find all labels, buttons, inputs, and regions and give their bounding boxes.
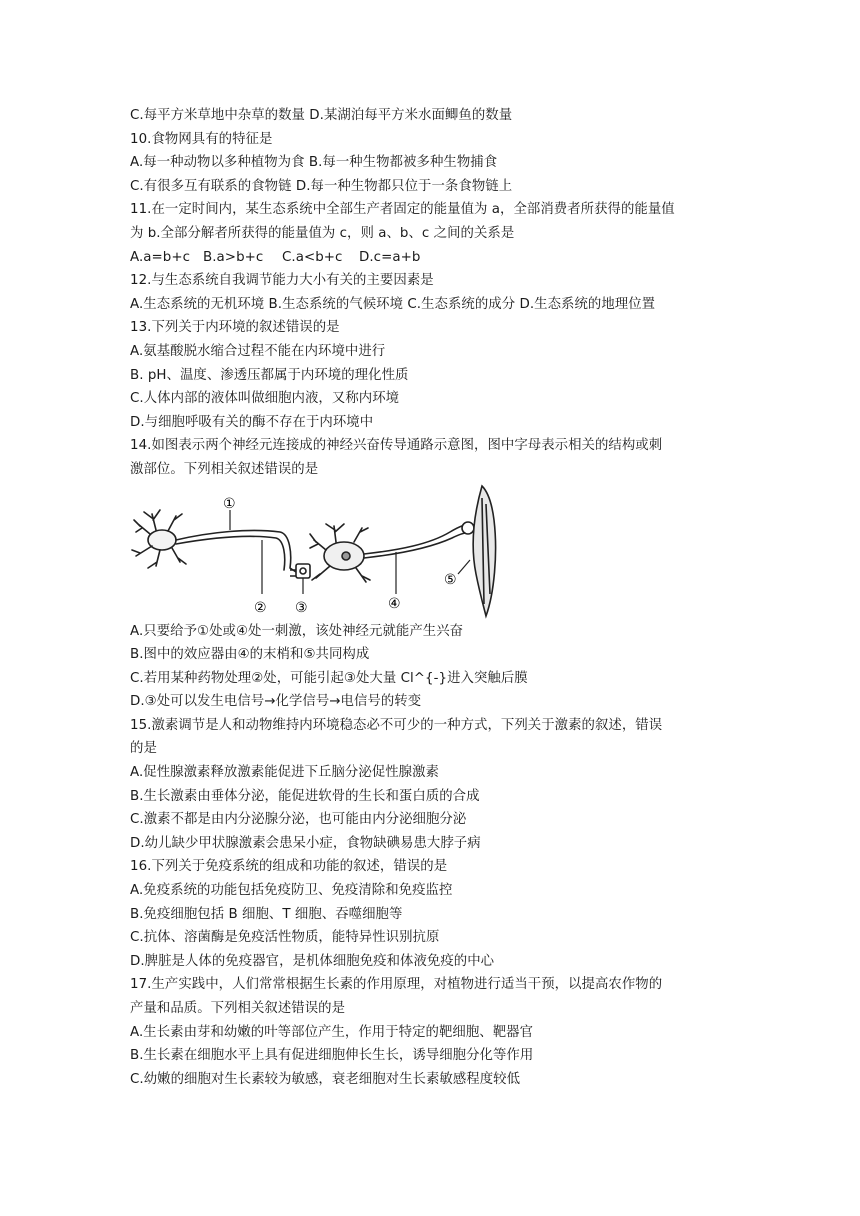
neuron-diagram-svg xyxy=(130,484,500,620)
text-line: D.幼儿缺少甲状腺激素会患呆小症，食物缺碘易患大脖子病 xyxy=(130,835,481,851)
text-line: A.促性腺激素释放激素能促进下丘脑分泌促性腺激素 xyxy=(130,765,439,781)
text-line: 为 b.全部分解者所获得的能量值为 c，则 a、b、c 之间的关系是 xyxy=(130,225,515,241)
question-15-stem: 15.激素调节是人和动物维持内环境稳态必不可少的一种方式，下列关于激素的叙述，错误 xyxy=(130,717,663,733)
question-14-stem: 14.如图表示两个神经元连接成的神经兴奋传导通路示意图，图中字母表示相关的结构或刺 xyxy=(130,438,663,454)
text-line: A.生长素由芽和幼嫩的叶等部位产生，作用于特定的靶细胞、靶器官 xyxy=(130,1024,534,1040)
text-line: A.氨基酸脱水缩合过程不能在内环境中进行 xyxy=(130,343,386,359)
text-line: C.有很多互有联系的食物链 D.每一种生物都只位于一条食物链上 xyxy=(130,178,513,194)
text-line: D.③处可以发生电信号→化学信号→电信号的转变 xyxy=(130,694,422,710)
question-16-stem: 16.下列关于免疫系统的组成和功能的叙述，错误的是 xyxy=(130,859,448,875)
label-5: ⑤ xyxy=(444,571,457,588)
label-1: ① xyxy=(223,495,236,512)
option-d: D.c=a+b xyxy=(359,249,421,265)
text-line: C.激素不都是由内分泌腺分泌，也可能由内分泌细胞分泌 xyxy=(130,812,467,828)
text-line: C.每平方米草地中杂草的数量 D.某湖泊每平方米水面鲫鱼的数量 xyxy=(130,108,513,123)
text-line: B.生长激素由垂体分泌，能促进软骨的生长和蛋白质的合成 xyxy=(130,788,480,804)
text-line: B.生长素在细胞水平上具有促进细胞伸长生长，诱导细胞分化等作用 xyxy=(130,1048,534,1064)
text-line: C.幼嫩的细胞对生长素较为敏感，衰老细胞对生长素敏感程度较低 xyxy=(130,1071,521,1087)
text-line: 产量和品质。下列相关叙述错误的是 xyxy=(130,1001,346,1016)
text-line: C.人体内部的液体叫做细胞内液，又称内环境 xyxy=(130,391,400,407)
text-line: A.只要给予①处或④处一刺激，该处神经元就能产生兴奋 xyxy=(130,623,464,639)
option-b: B.a>b+c xyxy=(203,249,264,265)
question-10-stem: 10.食物网具有的特征是 xyxy=(130,131,273,147)
text-line: C.若用某种药物处理②处，可能引起③处大量 Cl^{-}进入突触后膜 xyxy=(130,670,528,686)
question-13-stem: 13.下列关于内环境的叙述错误的是 xyxy=(130,320,340,336)
synapse xyxy=(290,564,310,578)
muscle xyxy=(473,486,495,616)
question-11-options xyxy=(130,246,740,270)
text-line: B.免疫细胞包括 B 细胞、T 细胞、吞噬细胞等 xyxy=(130,906,403,922)
text-line: 的是 xyxy=(130,741,157,757)
text-line: D.与细胞呼吸有关的酶不存在于内环境中 xyxy=(130,414,374,430)
text-line: B.图中的效应器由④的末梢和⑤共同构成 xyxy=(130,647,370,663)
text-line: 激部位。下列相关叙述错误的是 xyxy=(130,461,319,477)
option-a: A.a=b+c xyxy=(130,249,191,265)
question-11-stem: 11.在一定时间内，某生态系统中全部生产者固定的能量值为 a，全部消费者所获得的能量值 xyxy=(130,202,675,218)
label-4: ④ xyxy=(388,595,401,612)
text-line: A.每一种动物以多种植物为食 B.每一种生物都被多种生物捕食 xyxy=(130,155,498,171)
question-17-stem: 17.生产实践中，人们常常根据生长素的作用原理，对植物进行适当干预，以提高农作物的 xyxy=(130,977,663,993)
label-3: ③ xyxy=(295,599,308,616)
text-line: A.免疫系统的功能包括免疫防卫、免疫清除和免疫监控 xyxy=(130,883,453,899)
text-line: D.脾脏是人体的免疫器官，是机体细胞免疫和体液免疫的中心 xyxy=(130,953,495,969)
text-line: A.生态系统的无机环境 B.生态系统的气候环境 C.生态系统的成分 D.生态系统的地理位置 xyxy=(130,296,656,312)
neuron-1 xyxy=(132,510,296,572)
text-line: B. pH、温度、渗透压都属于内环境的理化性质 xyxy=(130,367,409,383)
option-c: C.a<b+c xyxy=(282,249,343,265)
neuron-diagram xyxy=(130,484,500,620)
document-page xyxy=(130,104,740,1091)
question-12-stem: 12.与生态系统自我调节能力大小有关的主要因素是 xyxy=(130,273,434,289)
text-line: C.抗体、溶菌酶是免疫活性物质，能特异性识别抗原 xyxy=(130,930,440,946)
label-2: ② xyxy=(254,599,267,616)
